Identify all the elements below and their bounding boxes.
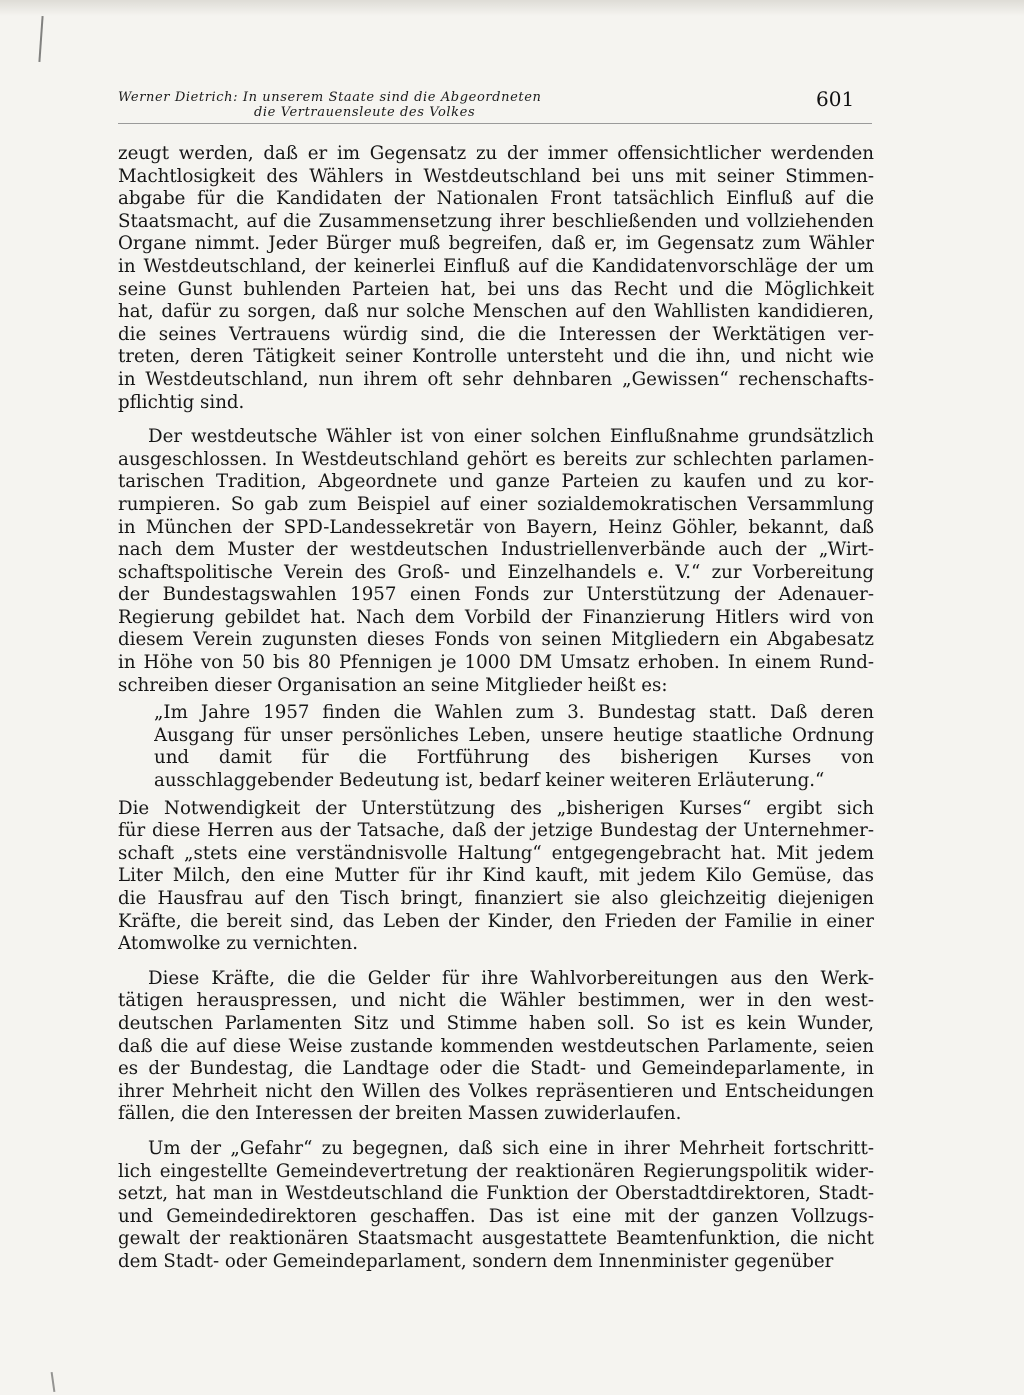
text-line: Ausgang für unser persönliches Leben, unsere heutige staatliche Ordnung [154,724,874,746]
text-line: Diese Kräfte, die die Gelder für ihre Wahlvorbereitungen aus den Werk- [148,967,874,989]
text-line: Liter Milch, den eine Mutter für ihr Kind kauft, mit jedem Kilo Gemüse, das [118,865,874,887]
text-line: treten, deren Tätigkeit seiner Kontrolle untersteht und die ihn, und nicht wie [118,346,874,368]
text-line: daß die auf diese Weise zustande kommenden westdeutschen Parlamente, seien [118,1035,874,1057]
text-line: in Westdeutschland, nun ihrem oft sehr dehnbaren „Gewissen“ rechenschafts- [118,368,874,390]
text-line: und Gemeindedirektoren geschaffen. Das ist eine mit der ganzen Vollzugs- [118,1205,874,1227]
text-line: Um der „Gefahr“ zu begegnen, daß sich eine in ihrer Mehrheit fortschritt- [148,1137,874,1159]
text-line: deutschen Parlamenten Sitz und Stimme haben soll. So ist es kein Wunder, [118,1012,874,1034]
text-line: Die Notwendigkeit der Unterstützung des „bisherigen Kurses“ ergibt sich [118,797,874,819]
running-head [118,87,878,121]
header-rule [118,123,872,124]
text-line: für diese Herren aus der Tatsache, daß der jetzige Bundestag der Unternehmer- [118,820,874,842]
margin-pencil-mark [38,16,43,62]
paragraph-gap [118,956,874,968]
text-line: fällen, die den Interessen der breiten Massen zuwiderlaufen. [118,1103,682,1125]
text-line: hat, dafür zu sorgen, daß nur solche Menschen auf den Wahllisten kandidieren, [118,301,874,323]
text-line: ausgeschlossen. In Westdeutschland gehört es bereits zur schlechten parlamen- [118,448,874,470]
text-line: der Bundestagswahlen 1957 einen Fonds zur Unterstützung der Adenauer- [118,584,874,606]
paragraph-gap [118,414,874,426]
text-line: pflichtig sind. [118,391,245,413]
block-quote [154,702,874,792]
text-line: die seines Vertrauens würdig sind, die die Interessen der Werktätigen ver- [118,323,874,345]
page-number: 601 [816,87,855,111]
text-line: in Höhe von 50 bis 80 Pfennigen je 1000 DM Umsatz erhoben. In einem Rund- [118,652,874,674]
text-line: nach dem Muster der westdeutschen Industriellenverbände auch der „Wirt- [118,539,874,561]
text-line: setzt, hat man in Westdeutschland die Funktion der Oberstadtdirektoren, Stadt- [118,1183,874,1205]
text-line: Kräfte, die bereit sind, das Leben der Kinder, den Frieden der Familie in einer [118,910,874,932]
text-line: Atomwolke zu vernichten. [118,933,359,955]
text-line: schreiben dieser Organisation an seine Mitglieder heißt es: [118,674,668,696]
text-line: Regierung gebildet hat. Nach dem Vorbild der Finanzierung Hitlers wird von [118,606,874,628]
text-line: die Hausfrau auf den Tisch bringt, finanziert sie also gleichzeitig diejenigen [118,888,874,909]
text-line: in München der SPD-Landessekretär von Bayern, Heinz Göhler, bekannt, daß [118,516,874,538]
text-line: und damit für die Fortführung des bisherigen Kurses von [154,747,874,769]
paragraph-gap [118,1126,874,1138]
text-line: ausschlaggebender Bedeutung ist, bedarf keiner weiteren Erläuterung.“ [154,770,825,792]
text-line: tätigen herauspressen, und nicht die Wähler bestimmen, wer in den west- [118,990,874,1012]
scan-edge [0,0,1024,16]
text-line: gewalt der reaktionären Staatsmacht ausgestattete Beamtenfunktion, die nicht [118,1228,874,1250]
paragraph [118,143,874,414]
text-line: in Westdeutschland, der keinerlei Einfluß auf die Kandidatenvorschläge der um [118,255,874,277]
text-line: schaft „stets eine verständnisvolle Haltung“ entgegengebracht hat. Mit jedem [118,842,874,864]
text-line: seine Gunst buhlenden Parteien hat, bei uns das Recht und die Möglichkeit [118,278,874,300]
text-line: tarischen Tradition, Abgeordnete und ganze Parteien zu kaufen und zu kor- [118,471,874,493]
paragraph [118,968,874,1126]
running-head-line-1: Werner Dietrich: In unserem Staate sind die Abgeordneten [118,90,542,105]
margin-pencil-mark-bottom [51,1372,56,1392]
running-head-line-2: die Vertrauensleute des Volkes [254,105,476,120]
text-line: dem Stadt- oder Gemeindeparlament, sondern dem Innenminister gegenüber [118,1250,834,1272]
text-line: diesem Verein zugunsten dieses Fonds von seinen Mitgliedern ein Abgabesatz [118,629,874,651]
text-line: Staatsmacht, auf die Zusammensetzung ihrer beschließenden und vollziehenden [118,210,874,232]
paragraph [118,1138,874,1274]
body-text [118,143,874,1274]
text-line: Organe nimmt. Jeder Bürger muß begreifen, daß er, im Gegensatz zum Wähler [118,233,874,255]
text-line: schaftspolitische Verein des Groß- und Einzelhandels e. V.“ zur Vorbereitung [118,561,874,583]
text-line: es der Bundestag, die Landtage oder die Stadt- und Gemeindeparlamente, in [118,1058,874,1080]
text-line: lich eingestellte Gemeindevertretung der reaktionären Regierungspolitik wider- [118,1160,874,1182]
text-line: ihrer Mehrheit nicht den Willen des Volkes repräsentieren und Entscheidungen [118,1080,874,1102]
text-line: „Im Jahre 1957 finden die Wahlen zum 3. Bundestag statt. Daß deren [154,702,874,724]
paragraph [118,426,874,697]
text-line: zeugt werden, daß er im Gegensatz zu der immer offensichtlicher werdenden [118,143,874,164]
text-line: Machtlosigkeit des Wählers in Westdeutschland bei uns mit seiner Stimmen- [118,165,874,187]
text-line: rumpieren. So gab zum Beispiel auf einer sozialdemokratischen Versammlung [118,493,874,515]
paragraph [118,798,874,956]
text-line: abgabe für die Kandidaten der Nationalen Front tatsächlich Einfluß auf die [118,188,874,210]
text-line: Der westdeutsche Wähler ist von einer solchen Einflußnahme grundsätzlich [148,426,874,448]
